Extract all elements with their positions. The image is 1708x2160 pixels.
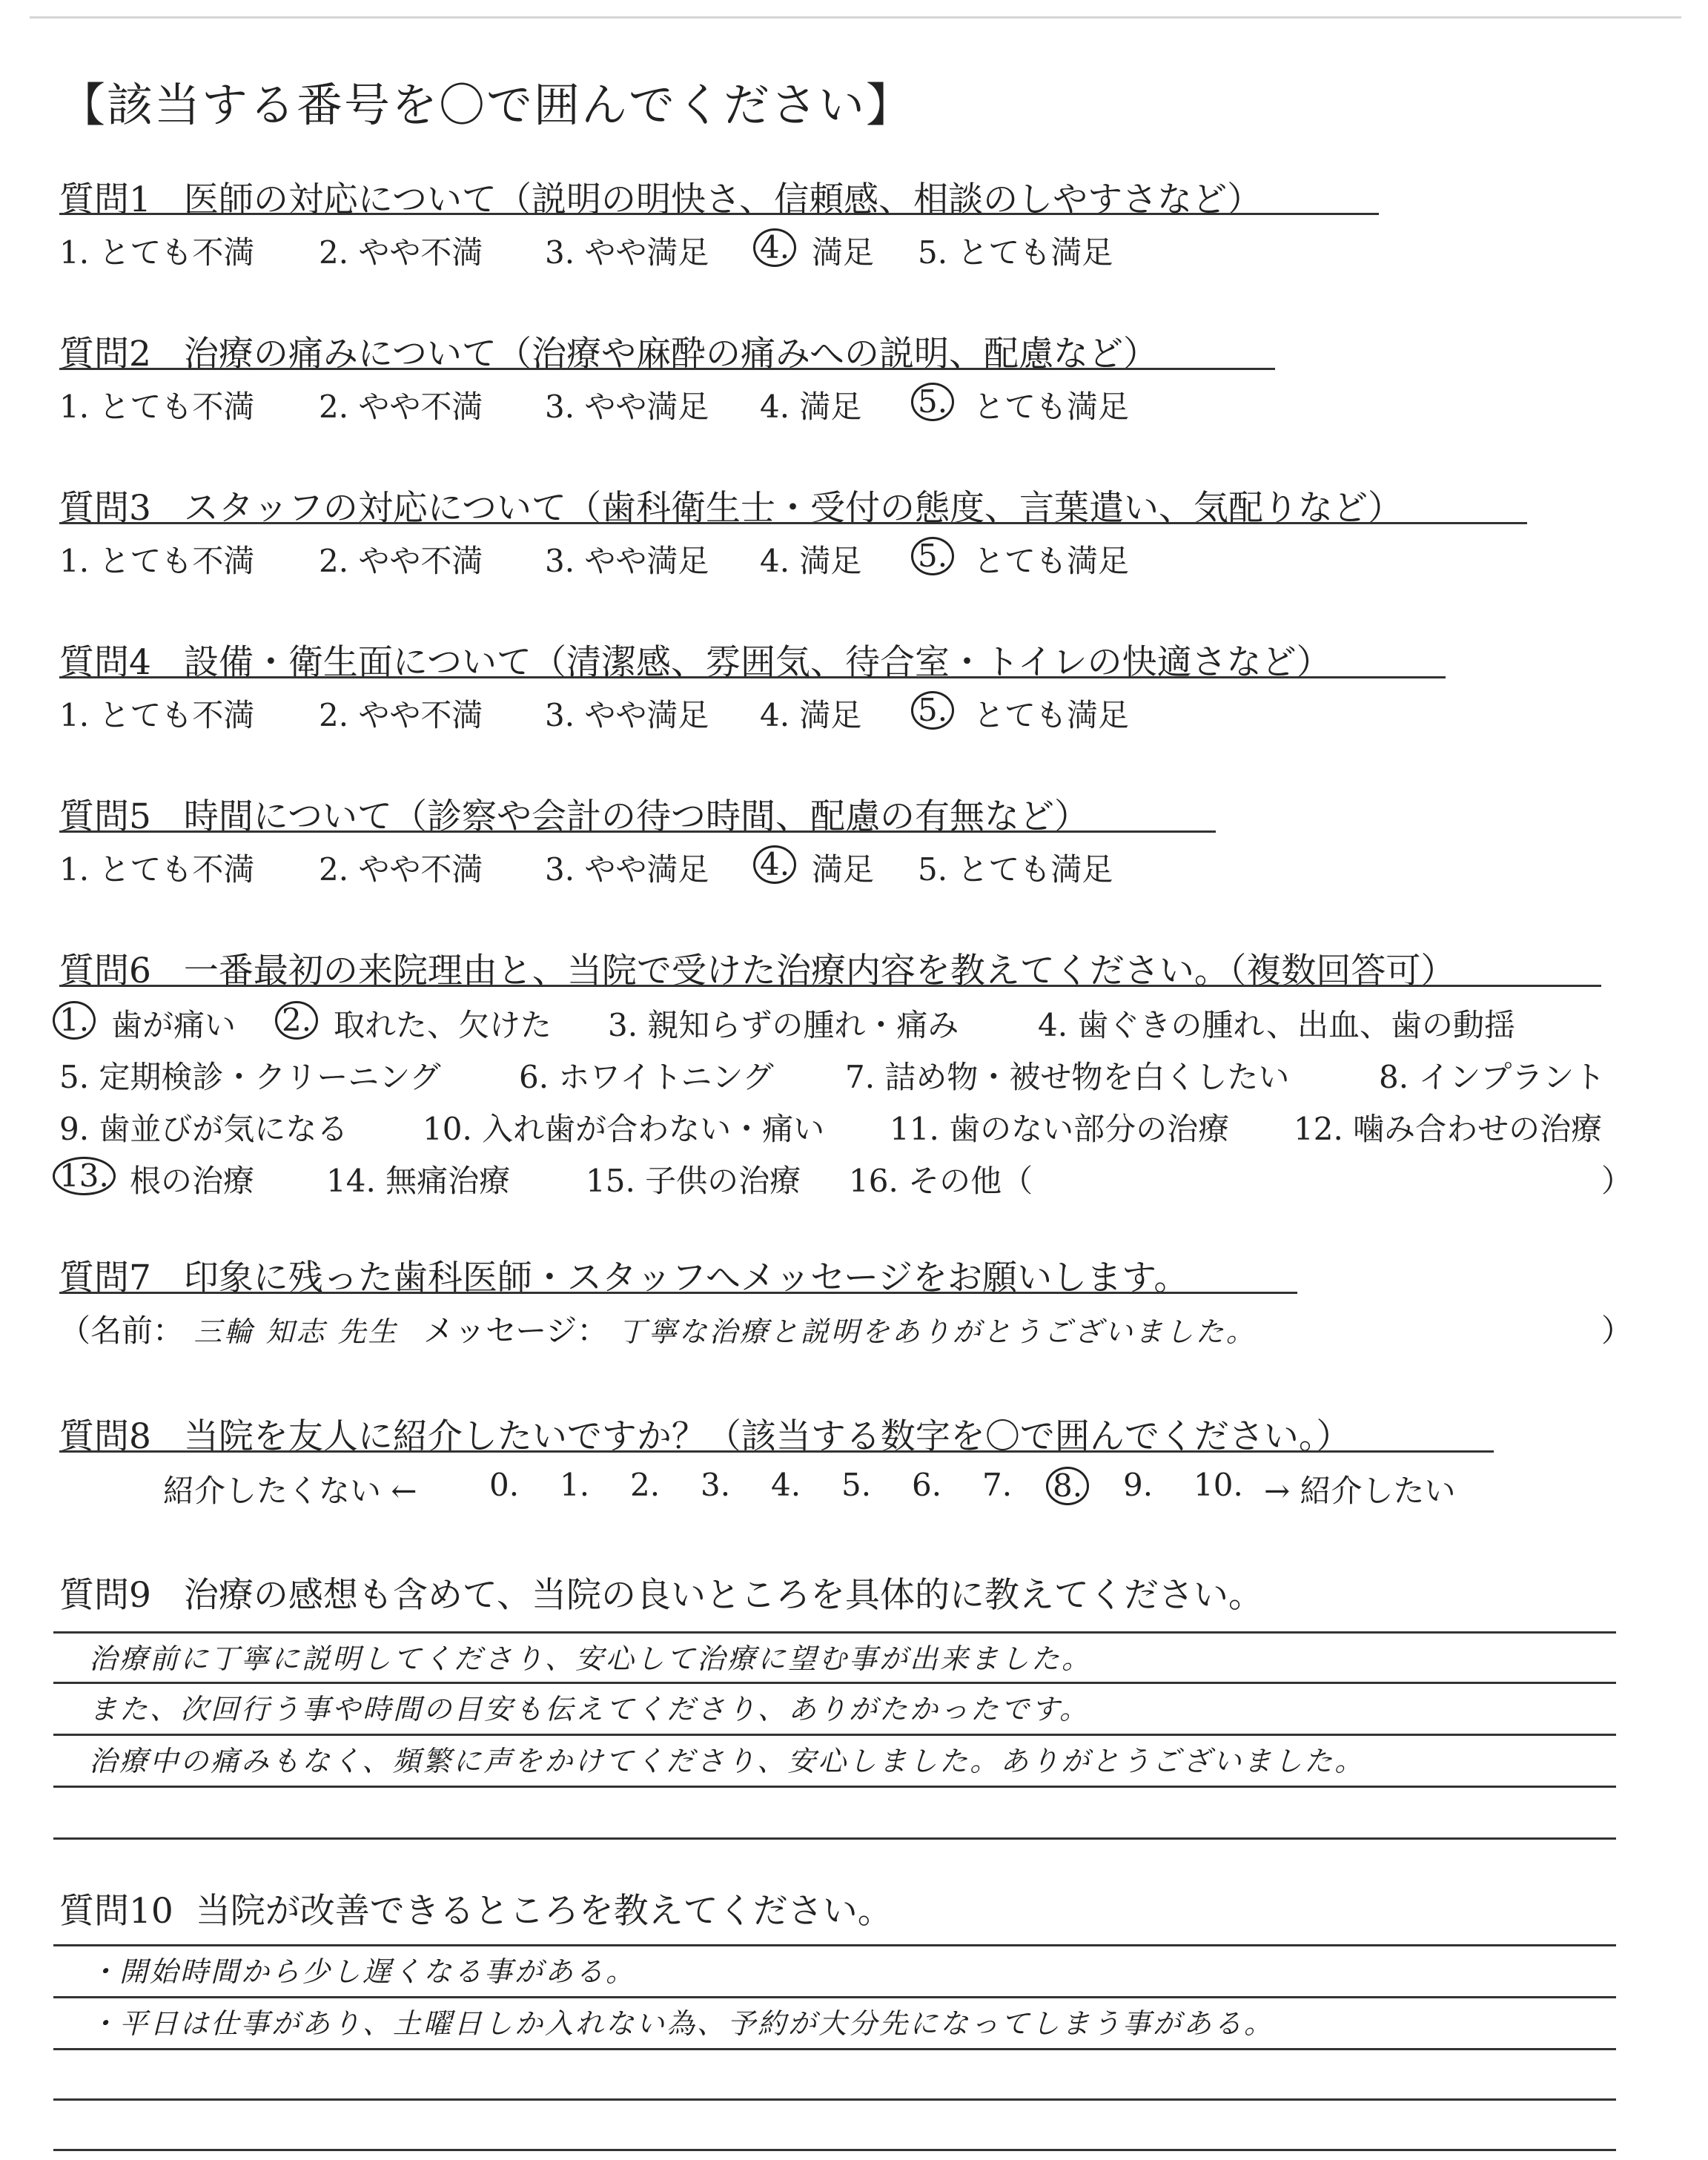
option-5[interactable]: 5. とても満足 bbox=[918, 851, 1113, 888]
option-1[interactable]: 1. とても不満 bbox=[59, 697, 255, 733]
page-title: 【該当する番号を〇で囲んでください】 bbox=[59, 78, 914, 132]
option-5-circled[interactable]: 5. bbox=[911, 691, 954, 730]
question-text: 当院が改善できるところを教えてください。 bbox=[195, 1891, 893, 1932]
option-4-label: 満足 bbox=[812, 851, 875, 888]
question-underline bbox=[59, 985, 1601, 987]
option-2-circled[interactable]: 2. bbox=[275, 1001, 318, 1040]
question-10 bbox=[59, 1883, 893, 1933]
scale-9[interactable]: 9. bbox=[1123, 1467, 1153, 1503]
name-value[interactable]: 三輪 知志 先生 bbox=[193, 1315, 399, 1348]
answer-line bbox=[53, 1682, 1616, 1684]
option-5[interactable]: 5. とても満足 bbox=[918, 234, 1113, 271]
scale-10[interactable]: 10. bbox=[1194, 1467, 1243, 1503]
question-label: 質問9 bbox=[59, 1575, 151, 1616]
question-underline bbox=[59, 213, 1379, 215]
option-6[interactable]: 6. ホワイトニング bbox=[519, 1059, 774, 1095]
option-3[interactable]: 3. やや満足 bbox=[545, 851, 709, 888]
question-label: 質問4 bbox=[59, 642, 151, 683]
question-text: スタッフの対応について（歯科衛生士・受付の態度、言葉遣い、気配りなど） bbox=[183, 488, 1403, 529]
answer-line bbox=[53, 1786, 1616, 1788]
option-1[interactable]: 1. とても不満 bbox=[59, 389, 255, 425]
option-16[interactable]: 16. その他（ bbox=[849, 1163, 1033, 1199]
option-5[interactable]: 5. 定期検診・クリーニング bbox=[59, 1059, 441, 1095]
question-text: 設備・衛生面について（清潔感、雰囲気、待合室・トイレの快適さなど） bbox=[183, 642, 1331, 683]
message-label: メッセージ： bbox=[423, 1312, 609, 1349]
option-2[interactable]: 2. やや不満 bbox=[319, 234, 483, 271]
option-11[interactable]: 11. 歯のない部分の治療 bbox=[890, 1111, 1230, 1147]
question-label: 質問5 bbox=[59, 796, 151, 837]
question-text: 治療の感想も含めて、当院の良いところを具体的に教えてください。 bbox=[183, 1575, 1263, 1616]
option-5-circled[interactable]: 5. bbox=[911, 537, 954, 575]
option-2[interactable]: 2. やや不満 bbox=[319, 543, 483, 579]
message-row bbox=[59, 1307, 1257, 1351]
option-4[interactable]: 4. 満足 bbox=[760, 543, 862, 579]
question-underline bbox=[59, 676, 1446, 678]
option-3[interactable]: 3. やや満足 bbox=[545, 543, 709, 579]
question-underline bbox=[59, 522, 1527, 524]
option-1-circled[interactable]: 1. bbox=[53, 1001, 96, 1040]
option-4-label: 満足 bbox=[812, 234, 875, 271]
scale-8-circled[interactable]: 8. bbox=[1046, 1467, 1089, 1505]
option-2-label: 取れた、欠けた bbox=[334, 1007, 552, 1043]
option-1[interactable]: 1. とても不満 bbox=[59, 851, 255, 888]
option-13-circled[interactable]: 13. bbox=[53, 1157, 116, 1195]
scale-4[interactable]: 4. bbox=[771, 1467, 801, 1503]
question-label: 質問2 bbox=[59, 334, 151, 374]
answer-line bbox=[53, 1837, 1616, 1840]
scale-0[interactable]: 0. bbox=[489, 1467, 520, 1503]
question-label: 質問8 bbox=[59, 1416, 151, 1457]
scale-1[interactable]: 1. bbox=[560, 1467, 590, 1503]
question-text: 印象に残った歯科医師・スタッフへメッセージをお願いします。 bbox=[183, 1258, 1189, 1298]
question-text: 一番最初の来院理由と、当院で受けた治療内容を教えてください。（複数回答可） bbox=[183, 951, 1456, 991]
option-1[interactable]: 1. とても不満 bbox=[59, 543, 255, 579]
option-5-circled[interactable]: 5. bbox=[911, 383, 954, 421]
option-2[interactable]: 2. やや不満 bbox=[319, 697, 483, 733]
answer-line bbox=[53, 2149, 1616, 2151]
question-underline bbox=[59, 368, 1275, 370]
option-3[interactable]: 3. やや満足 bbox=[545, 234, 709, 271]
question-underline bbox=[59, 1450, 1494, 1453]
answer-line bbox=[53, 1631, 1616, 1634]
answer-line bbox=[53, 1944, 1616, 1946]
option-2[interactable]: 2. やや不満 bbox=[319, 851, 483, 888]
option-7[interactable]: 7. 詰め物・被せ物を白くしたい bbox=[845, 1059, 1290, 1095]
scale-right-label: → 紹介したい bbox=[1264, 1473, 1456, 1509]
answer-text-2[interactable]: また、次回行う事や時間の目安も伝えてくださり、ありがたかったです。 bbox=[89, 1693, 1090, 1725]
answer-line bbox=[53, 1734, 1616, 1736]
option-3[interactable]: 3. 親知らずの腫れ・痛み bbox=[608, 1007, 959, 1043]
option-15[interactable]: 15. 子供の治療 bbox=[586, 1163, 801, 1199]
improvement-text-2[interactable]: ・平日は仕事があり、土曜日しか入れない為、予約が大分先になってしまう事がある。 bbox=[89, 2007, 1275, 2040]
scale-5[interactable]: 5. bbox=[841, 1467, 872, 1503]
option-5-label: とても満足 bbox=[973, 697, 1130, 733]
option-5-label: とても満足 bbox=[973, 389, 1130, 425]
scale-3[interactable]: 3. bbox=[701, 1467, 731, 1503]
question-text: 医師の対応について（説明の明快さ、信頼感、相談のしやすさなど） bbox=[183, 179, 1262, 220]
option-14[interactable]: 14. 無痛治療 bbox=[326, 1163, 511, 1199]
option-4[interactable]: 4. 歯ぐきの腫れ、出血、歯の動揺 bbox=[1038, 1007, 1515, 1043]
question-9 bbox=[59, 1568, 1263, 1617]
option-4[interactable]: 4. 満足 bbox=[760, 697, 862, 733]
question-text: 治療の痛みについて（治療や麻酔の痛みへの説明、配慮など） bbox=[183, 334, 1159, 374]
question-label: 質問1 bbox=[59, 179, 151, 220]
question-label: 質問10 bbox=[59, 1891, 173, 1932]
question-underline bbox=[59, 1292, 1297, 1294]
answer-text-3[interactable]: 治療中の痛みもなく、頻繁に声をかけてくださり、安心しました。ありがとうございました。 bbox=[89, 1745, 1366, 1777]
top-border bbox=[30, 16, 1681, 19]
option-3[interactable]: 3. やや満足 bbox=[545, 697, 709, 733]
improvement-text-1[interactable]: ・開始時間から少し遅くなる事がある。 bbox=[89, 1955, 637, 1988]
question-underline bbox=[59, 830, 1216, 833]
option-4[interactable]: 4. 満足 bbox=[760, 389, 862, 425]
option-4-circled[interactable]: 4. bbox=[753, 228, 796, 267]
option-12[interactable]: 12. 噛み合わせの治療 bbox=[1294, 1111, 1603, 1147]
answer-line bbox=[53, 2098, 1616, 2101]
question-text: 当院を友人に紹介したいですか？（該当する数字を〇で囲んでください。） bbox=[183, 1416, 1351, 1457]
question-label: 質問6 bbox=[59, 951, 151, 991]
message-close-paren: ） bbox=[1601, 1312, 1633, 1349]
option-1-label: 歯が痛い bbox=[111, 1007, 236, 1043]
option-8[interactable]: 8. インプラント bbox=[1379, 1059, 1606, 1095]
scale-2[interactable]: 2. bbox=[630, 1467, 661, 1503]
option-9[interactable]: 9. 歯並びが気になる bbox=[59, 1111, 348, 1147]
answer-line bbox=[53, 1996, 1616, 1998]
answer-line bbox=[53, 2048, 1616, 2050]
option-4-circled[interactable]: 4. bbox=[753, 845, 796, 884]
question-text: 時間について（診察や会計の待つ時間、配慮の有無など） bbox=[183, 796, 1089, 837]
scale-left-label: 紹介したくない ← bbox=[163, 1473, 417, 1509]
answer-text-1[interactable]: 治療前に丁寧に説明してくださり、安心して治療に望む事が出来ました。 bbox=[89, 1642, 1093, 1675]
name-label: （名前： bbox=[59, 1312, 185, 1349]
option-16-close: ） bbox=[1601, 1163, 1633, 1199]
question-label: 質問3 bbox=[59, 488, 151, 529]
option-13-label: 根の治療 bbox=[130, 1163, 255, 1199]
option-5-label: とても満足 bbox=[973, 543, 1130, 579]
option-1[interactable]: 1. とても不満 bbox=[59, 234, 255, 271]
scale-7[interactable]: 7. bbox=[982, 1467, 1013, 1503]
question-label: 質問7 bbox=[59, 1258, 151, 1298]
message-value[interactable]: 丁寧な治療と説明をありがとうございました。 bbox=[618, 1315, 1257, 1348]
scale-6[interactable]: 6. bbox=[912, 1467, 942, 1503]
option-2[interactable]: 2. やや不満 bbox=[319, 389, 483, 425]
option-10[interactable]: 10. 入れ歯が合わない・痛い bbox=[423, 1111, 825, 1147]
option-3[interactable]: 3. やや満足 bbox=[545, 389, 709, 425]
